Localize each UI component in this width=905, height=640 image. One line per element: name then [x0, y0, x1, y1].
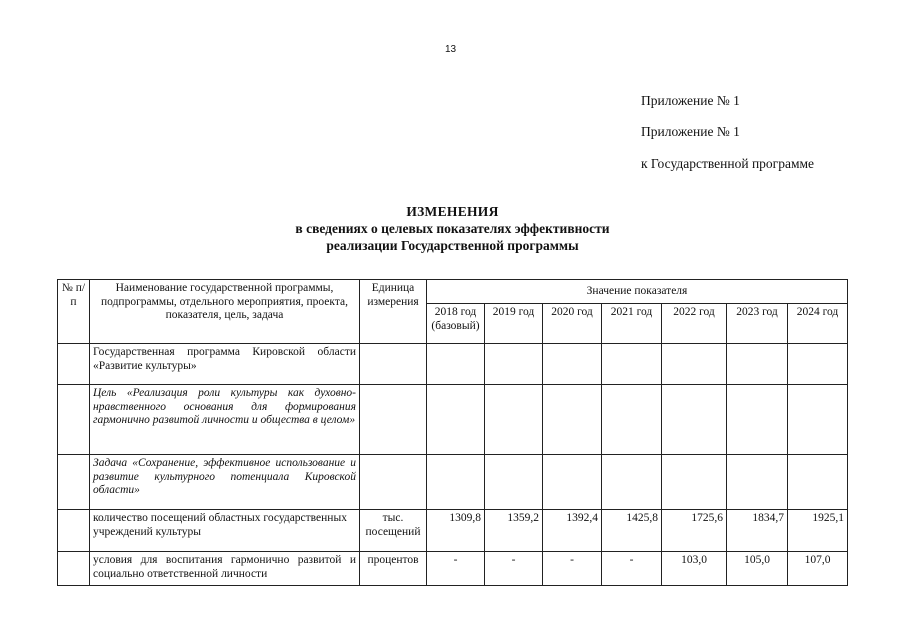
- row-unit: [360, 344, 427, 385]
- row-value: 1834,7: [727, 510, 788, 552]
- table-row: [58, 455, 848, 510]
- row-value: [788, 385, 848, 455]
- row-value: [485, 455, 543, 510]
- row-value: [727, 344, 788, 385]
- header-values-group: Значение показателя: [427, 280, 848, 304]
- header-year: 2023 год: [727, 304, 788, 344]
- row-value: [485, 385, 543, 455]
- row-value: 1392,4: [543, 510, 602, 552]
- row-value: [727, 455, 788, 510]
- row-name: условия для воспитания гармонично развитой и социально ответственной личности: [90, 552, 360, 586]
- row-value: [427, 344, 485, 385]
- table-row: [58, 510, 848, 552]
- header-year: 2022 год: [662, 304, 727, 344]
- row-value: 105,0: [727, 552, 788, 586]
- row-value: [788, 344, 848, 385]
- row-unit: процентов: [360, 552, 427, 586]
- header-unit: Единица измерения: [360, 280, 427, 344]
- row-value: 1309,8: [427, 510, 485, 552]
- row-name: количество посещений областных государственных учреждений культуры: [90, 510, 360, 552]
- header-num: № п/п: [58, 280, 90, 344]
- row-num: [58, 455, 90, 510]
- row-value: [602, 344, 662, 385]
- row-value: 107,0: [788, 552, 848, 586]
- header-year: 2019 год: [485, 304, 543, 344]
- table-row: [58, 344, 848, 385]
- row-value: [727, 385, 788, 455]
- row-value: [427, 385, 485, 455]
- row-value: [543, 455, 602, 510]
- header-name: Наименование государственной программы, подпрограммы, отдельного мероприятия, проекта, показателя, цель, задача: [90, 280, 360, 344]
- row-value: [543, 344, 602, 385]
- row-value: 1425,8: [602, 510, 662, 552]
- row-value: [662, 344, 727, 385]
- title-line-3: реализации Государственной программы: [326, 238, 579, 253]
- row-value: [602, 455, 662, 510]
- row-value: 1925,1: [788, 510, 848, 552]
- row-value: [602, 385, 662, 455]
- row-value: [662, 455, 727, 510]
- document-title: [0, 203, 905, 254]
- row-value: [427, 455, 485, 510]
- title-line-2: в сведениях о целевых показателях эффективности: [295, 221, 610, 236]
- row-value: 1725,6: [662, 510, 727, 552]
- row-unit: тыс. посещений: [360, 510, 427, 552]
- row-num: [58, 552, 90, 586]
- row-value: [662, 385, 727, 455]
- indicators-table: [57, 279, 848, 586]
- row-value: [543, 385, 602, 455]
- header-year: 2020 год: [543, 304, 602, 344]
- row-value: -: [427, 552, 485, 586]
- row-value: 1359,2: [485, 510, 543, 552]
- row-name: Цель «Реализация роли культуры как духовно-нравственного основания для формирования гармонично развитой личности и общества в целом»: [90, 385, 360, 455]
- row-num: [58, 344, 90, 385]
- row-unit: [360, 455, 427, 510]
- header-year: 2018 год (базовый): [427, 304, 485, 344]
- row-num: [58, 510, 90, 552]
- row-value: -: [543, 552, 602, 586]
- row-value: -: [485, 552, 543, 586]
- table-row: [58, 385, 848, 455]
- row-value: 103,0: [662, 552, 727, 586]
- header-row-1: [58, 280, 848, 304]
- row-num: [58, 385, 90, 455]
- appendix-line-2: Приложение № 1: [641, 124, 740, 139]
- row-unit: [360, 385, 427, 455]
- row-value: [485, 344, 543, 385]
- row-value: -: [602, 552, 662, 586]
- row-name: Задача «Сохранение, эффективное использование и развитие культурного потенциала Кировской области»: [90, 455, 360, 510]
- table-row: [58, 552, 848, 586]
- appendix-line-3: к Государственной программе: [641, 156, 815, 171]
- appendix-line-1: Приложение № 1: [641, 93, 740, 108]
- page-number: 13: [445, 44, 457, 55]
- row-name: Государственная программа Кировской области «Развитие культуры»: [90, 344, 360, 385]
- header-year: 2024 год: [788, 304, 848, 344]
- title-line-1: ИЗМЕНЕНИЯ: [406, 204, 499, 219]
- row-value: [788, 455, 848, 510]
- header-year: 2021 год: [602, 304, 662, 344]
